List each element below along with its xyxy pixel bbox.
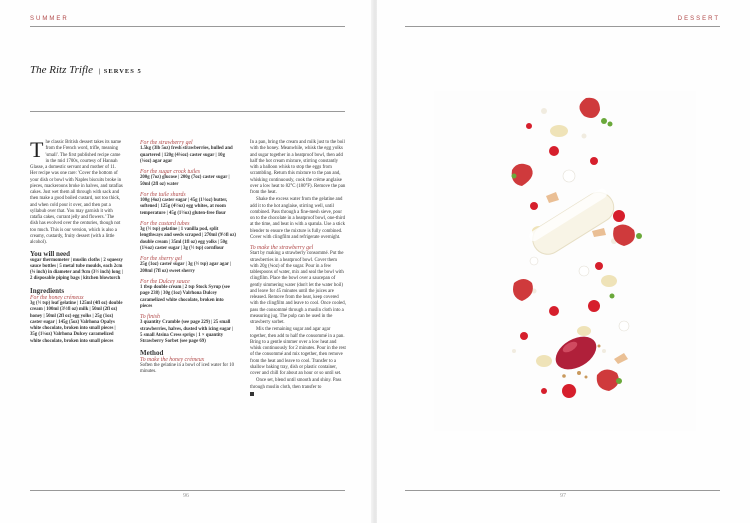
top-rule-right: [405, 26, 720, 27]
method-paragraph-3: Start by making a strawberry consommé. Put the strawberries in a heatproof bowl. Cover them with 20g (¾oz) of the sugar. Pour in a few tablespoons of water, mix and seal the bowl with clingfilm. Place the bowl over a saucepan of gently simmering water (don't let the water boil) and leave for 45 minutes until the juices are released. Remove from the heat, keep covered with the clingfilm and leave to cool. Once cooled, pass the consommé through a muslin cloth into a measuring jug. The pulp can be used in the strawberry sorbet.: [250, 251, 346, 325]
strawberry-gel-method-heading: To make the strawberry gel: [250, 245, 314, 251]
strawberry-gel-list: 1.5kg (3lb 5oz) fresh strawberries, hulled and quartered | 120g (4¼oz) caster sugar | 10g (¼oz) agar agar: [140, 146, 233, 164]
running-head: SUMMER: [30, 16, 69, 22]
intro-text: he classic British dessert takes its name from the French word, trifle, meaning 'small'. The first published recipe came in the mid 1700s, courtesy of Hannah Glasse, a domestic servant and mother of 11. Her recipe was one rare: 'Cover the bottom of your dish or bowl with Naples biscuits broke in pieces, mackeroons broke in halves, and ratafias cakes. Just wet them all through with sack and then make a good boiled custard, not too thick, and when cold pour it over, and then put a syllabub over that. You may garnish it with ratafia cakes, currant jelly and flowers.' The dish has evolved over the centuries, though not too much. This is our version, which is also a creamy, custardy, fruity dessert (with a little alcohol).: [30, 140, 123, 245]
drop-cap: T: [30, 137, 44, 162]
finish-heading: To finish: [140, 314, 160, 320]
method-paragraph-2: Shake the excess water from the gelatine and add it to the hot anglaise, stirring well, until combined. Pass through a fine-mesh sieve, pour on to the chocolate in a heatproof bowl, one-third at the time, and beat in with a spatula. Use a stick blender to ensure the mixture is fully combined. Cover with clingfilm and refrigerate overnight.: [250, 197, 345, 240]
title-text: The Ritz Trifle: [30, 64, 93, 76]
right-page: [377, 0, 750, 523]
recipe-title: [30, 64, 142, 76]
you-will-need-heading: You will need: [30, 250, 71, 259]
continued-marker: [250, 392, 254, 396]
page-number-left: 96: [183, 493, 189, 499]
tuile-list: 100g (4oz) caster sugar | 45g (1½oz) butter, softened | 125g (4½oz) egg whites, at room temperature | 45g (1½oz) gluten-free flour: [140, 198, 228, 216]
finish-list: 3 quantity Cramble (see page 229) | 25 small strawberries, halves, dusted with icing sugar | 5 small Atsina Cress sprigs | 1 × quantity Strawberry Sorbet (see page 69): [140, 320, 234, 344]
dulcey-heading: For the Dulcey sauce: [140, 278, 190, 285]
honey-cremeux-heading: For the honey crémeux: [30, 294, 84, 301]
left-page: [0, 0, 373, 523]
title-rule: [30, 111, 345, 112]
method-step-1: Soften the gelatine in a bowl of iced water for 10 minutes.: [140, 362, 235, 374]
serves-label: | SERVES 5: [98, 68, 142, 75]
page-number-right: 97: [560, 493, 566, 499]
ingredients-heading: Ingredients: [30, 286, 65, 295]
sherry-heading: For the sherry gel: [140, 256, 183, 262]
column-2: [140, 140, 236, 376]
sugar-crock-list: 200g (7oz) glucose | 200g (7oz) caster sugar | 50ml (2fl oz) water: [140, 175, 230, 187]
method-paragraph-1: In a pan, bring the cream and milk just to the boil with the honey. Meanwhile, whisk the egg yolks and sugar together in a heatproof bowl, then add half the hot cream mixture, stirring constantly with a balloon whisk to stop the eggs from scrambling. Return this mixture to the pan and, whisking continuously, cook the crème anglaise over a low heat to 82°C (180°F). Remove the pan from the heat.: [250, 140, 346, 195]
trifle-illustration: [434, 91, 696, 431]
running-head-right: DESSERT: [677, 16, 720, 22]
honey-cremeux-list: 3g (½ tsp) leaf gelatine | 125ml (4fl oz) double cream | 100ml (3½fl oz) milk | 50ml (2fl oz) honey | 50ml (2fl oz) egg yolks | 25g (1oz) caster sugar | 145g (5oz) Valrhona Opalys white chocolate, broken into small pieces | 35g (1¼oz) Valrhona Dulcey caramelized white chocolate, broken into small pieces: [30, 301, 123, 344]
bottom-rule-right: [405, 490, 720, 491]
method-subheading: To make the honey crémeux: [140, 356, 205, 363]
custard-list: 3g (½ tsp) gelatine | 1 vanilla pod, split lengthways and seeds scraped | 270ml (9½fl oz) double cream | 35ml (1fl oz) egg yolks | 50g (1¾oz) caster sugar | 3g (½ tsp) cornflour: [140, 227, 236, 251]
dulcey-list: 1 tbsp double cream | 2 tsp Stock Syrup (see page 238) | 30g (1oz) Valrhona Dulcey caramelized white chocolate, broken into pieces: [140, 285, 230, 309]
method-paragraph-5: Once set, blend until smooth and shiny. Pass through muslin cloth, then transfer to: [250, 378, 342, 390]
tuile-heading: For the tuile shards: [140, 191, 186, 198]
sherry-list: 25g (1oz) caster sugar | 3g (½ tsp) agar agar | 200ml (7fl oz) sweet sherry: [140, 262, 232, 274]
method-heading: Method: [140, 349, 164, 358]
strawberry-gel-heading: For the strawberry gel: [140, 140, 193, 146]
column-3: [250, 140, 346, 399]
column-1: [30, 137, 123, 346]
bottom-rule: [30, 490, 345, 491]
sugar-crock-heading: For the sugar crock tuiles: [140, 169, 200, 175]
method-paragraph-4: Mix the remaining sugar and agar agar together, then add to half the consommé in a pan. Bring to a gentle simmer over a low heat and whisk continuously for 2 minutes. Pour in the rest of the consommé and mix together, then remove from the heat and leave to cool. Transfer to a shallow baking tray, dish or plastic container, cover and chill for about an hour or so until set.: [250, 327, 346, 376]
equipment-list: sugar thermometer | muslin cloths | 2 squeezy sauce bottles | 5 metal tube moulds, each 2cm (¾ inch) in diameter and 9cm (3½ inch) long | 2 disposable piping bags | kitchen blowtorch: [30, 257, 123, 282]
trifle-photo: [434, 91, 696, 431]
custard-heading: For the custard tubes: [140, 220, 190, 227]
top-rule: [30, 26, 345, 27]
